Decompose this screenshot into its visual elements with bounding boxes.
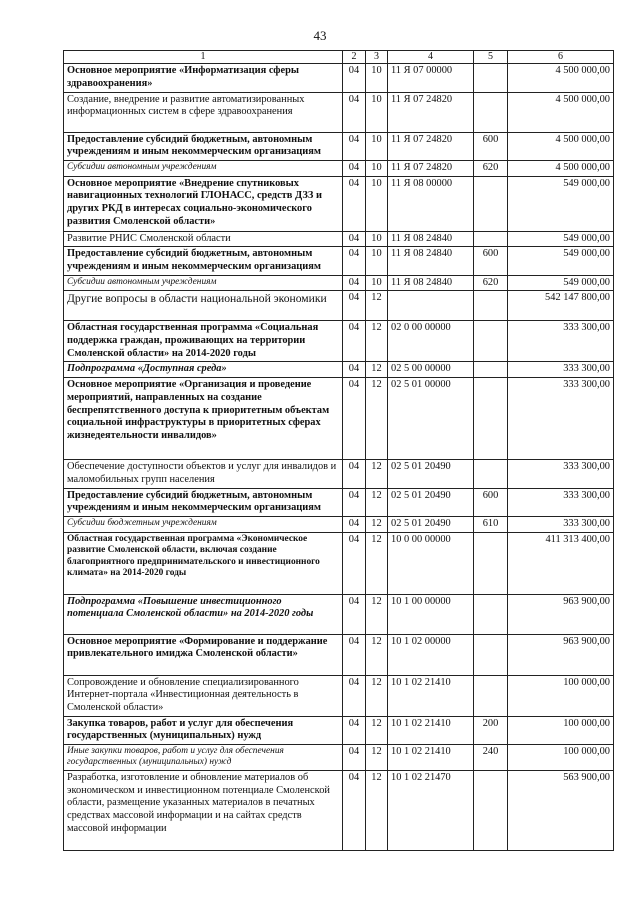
row-section-code: 04 [343,675,366,716]
row-subsection-code: 12 [366,716,388,744]
row-target-article-code: 11 Я 07 24820 [388,132,474,160]
page-number: 43 [313,28,327,43]
row-subsection-code: 10 [366,160,388,176]
row-description: Предоставление субсидий бюджетным, автономным учреждениям и иным некоммерческим организациям [64,132,343,160]
row-section-code: 04 [343,176,366,231]
row-amount: 4 500 000,00 [508,132,614,160]
budget-table [63,50,614,851]
row-target-article-code: 02 5 01 00000 [388,378,474,460]
row-subsection-code: 10 [366,92,388,132]
row-expense-type-code: 620 [474,275,508,291]
table-row [64,532,614,594]
table-row [64,132,614,160]
column-header-4: 4 [388,51,474,64]
row-subsection-code: 10 [366,247,388,275]
row-target-article-code: 11 Я 08 24840 [388,247,474,275]
table-row [64,92,614,132]
row-amount: 963 900,00 [508,634,614,675]
row-section-code: 04 [343,132,366,160]
row-expense-type-code [474,378,508,460]
row-target-article-code: 11 Я 07 24820 [388,92,474,132]
row-section-code: 04 [343,770,366,850]
row-description: Развитие РНИС Смоленской области [64,231,343,247]
row-section-code: 04 [343,634,366,675]
row-subsection-code: 12 [366,745,388,771]
table-row [64,291,614,321]
column-header-6: 6 [508,51,614,64]
column-header-3: 3 [366,51,388,64]
table-row [64,275,614,291]
row-expense-type-code: 620 [474,160,508,176]
row-expense-type-code [474,231,508,247]
row-amount: 549 000,00 [508,176,614,231]
row-expense-type-code [474,770,508,850]
row-target-article-code: 02 5 01 20490 [388,488,474,516]
budget-table-body [64,51,614,851]
row-section-code: 04 [343,321,366,362]
row-description: Областная государственная программа «Социальная поддержка граждан, проживающих на территории Смоленской области» на 2014-2020 годы [64,321,343,362]
row-target-article-code [388,291,474,321]
table-row [64,516,614,532]
table-row [64,594,614,634]
row-subsection-code: 12 [366,594,388,634]
row-expense-type-code [474,321,508,362]
row-expense-type-code [474,64,508,92]
row-description: Субсидии автономным учреждениям [64,275,343,291]
row-subsection-code: 12 [366,532,388,594]
row-expense-type-code: 240 [474,745,508,771]
row-description: Сопровождение и обновление специализированного Интернет-портала «Инвестиционная деятельность в Смоленской области» [64,675,343,716]
row-subsection-code: 10 [366,275,388,291]
row-expense-type-code: 200 [474,716,508,744]
row-description: Субсидии автономным учреждениям [64,160,343,176]
row-subsection-code: 10 [366,176,388,231]
table-header-row [64,51,614,64]
table-row [64,362,614,378]
row-target-article-code: 10 1 02 00000 [388,634,474,675]
row-section-code: 04 [343,594,366,634]
table-row [64,231,614,247]
row-description: Подпрограмма «Доступная среда» [64,362,343,378]
row-subsection-code: 12 [366,516,388,532]
row-section-code: 04 [343,532,366,594]
row-amount: 542 147 800,00 [508,291,614,321]
row-target-article-code: 10 1 00 00000 [388,594,474,634]
row-section-code: 04 [343,488,366,516]
row-section-code: 04 [343,516,366,532]
row-amount: 4 500 000,00 [508,160,614,176]
row-section-code: 04 [343,160,366,176]
column-header-2: 2 [343,51,366,64]
row-target-article-code: 02 5 01 20490 [388,516,474,532]
row-expense-type-code [474,634,508,675]
row-section-code: 04 [343,64,366,92]
row-amount: 549 000,00 [508,231,614,247]
row-description: Другие вопросы в области национальной экономики [64,291,343,321]
row-amount: 963 900,00 [508,594,614,634]
row-description: Иные закупки товаров, работ и услуг для обеспечения государственных (муниципальных) нужд [64,745,343,771]
row-description: Создание, внедрение и развитие автоматизированных информационных систем в сфере здравоохранения [64,92,343,132]
row-description: Разработка, изготовление и обновление материалов об экономическом и инвестиционном потенциале Смоленской области, размещение указанных материалов в печатных средствах массовой информации и на сайтах средств массовой информации [64,770,343,850]
table-row [64,176,614,231]
row-subsection-code: 12 [366,770,388,850]
row-amount: 333 300,00 [508,516,614,532]
row-subsection-code: 12 [366,488,388,516]
table-row [64,160,614,176]
row-section-code: 04 [343,460,366,488]
row-expense-type-code [474,291,508,321]
row-description: Закупка товаров, работ и услуг для обеспечения государственных (муниципальных) нужд [64,716,343,744]
column-header-1: 1 [64,51,343,64]
row-section-code: 04 [343,291,366,321]
table-row [64,770,614,850]
row-amount: 333 300,00 [508,460,614,488]
row-expense-type-code [474,176,508,231]
row-expense-type-code: 610 [474,516,508,532]
row-expense-type-code [474,92,508,132]
row-target-article-code: 10 1 02 21410 [388,675,474,716]
table-row [64,488,614,516]
row-amount: 411 313 400,00 [508,532,614,594]
table-row [64,64,614,92]
row-amount: 333 300,00 [508,321,614,362]
row-description: Обеспечение доступности объектов и услуг для инвалидов и маломобильных групп населения [64,460,343,488]
row-target-article-code: 10 0 00 00000 [388,532,474,594]
row-expense-type-code: 600 [474,132,508,160]
row-target-article-code: 11 Я 08 24840 [388,231,474,247]
row-amount: 333 300,00 [508,488,614,516]
row-target-article-code: 02 0 00 00000 [388,321,474,362]
row-description: Основное мероприятие «Информатизация сферы здравоохранения» [64,64,343,92]
row-amount: 333 300,00 [508,362,614,378]
table-row [64,675,614,716]
row-amount: 100 000,00 [508,675,614,716]
row-subsection-code: 10 [366,231,388,247]
row-amount: 549 000,00 [508,247,614,275]
row-section-code: 04 [343,231,366,247]
row-description: Основное мероприятие «Формирование и поддержание привлекательного имиджа Смоленской области» [64,634,343,675]
table-row [64,247,614,275]
row-subsection-code: 12 [366,378,388,460]
row-section-code: 04 [343,275,366,291]
row-subsection-code: 12 [366,321,388,362]
table-row [64,378,614,460]
row-expense-type-code [474,532,508,594]
row-target-article-code: 02 5 00 00000 [388,362,474,378]
column-header-5: 5 [474,51,508,64]
row-expense-type-code [474,362,508,378]
row-amount: 333 300,00 [508,378,614,460]
table-row [64,634,614,675]
row-section-code: 04 [343,247,366,275]
row-description: Областная государственная программа «Экономическое развитие Смоленской области, включая создание благоприятного предпринимательского и инвестиционного климата» на 2014-2020 годы [64,532,343,594]
row-target-article-code: 11 Я 08 00000 [388,176,474,231]
table-row [64,460,614,488]
row-subsection-code: 12 [366,460,388,488]
row-description: Подпрограмма «Повышение инвестиционного потенциала Смоленской области» на 2014-2020 годы [64,594,343,634]
row-subsection-code: 12 [366,675,388,716]
table-row [64,321,614,362]
row-target-article-code: 10 1 02 21410 [388,716,474,744]
row-amount: 549 000,00 [508,275,614,291]
table-row [64,745,614,771]
row-description: Предоставление субсидий бюджетным, автономным учреждениям и иным некоммерческим организациям [64,488,343,516]
row-section-code: 04 [343,716,366,744]
row-subsection-code: 12 [366,362,388,378]
table-row [64,716,614,744]
row-section-code: 04 [343,745,366,771]
row-expense-type-code: 600 [474,247,508,275]
row-description: Предоставление субсидий бюджетным, автономным учреждениям и иным некоммерческим организациям [64,247,343,275]
row-target-article-code: 10 1 02 21470 [388,770,474,850]
row-target-article-code: 10 1 02 21410 [388,745,474,771]
row-target-article-code: 11 Я 07 24820 [388,160,474,176]
row-expense-type-code [474,675,508,716]
row-amount: 4 500 000,00 [508,64,614,92]
row-expense-type-code [474,594,508,634]
row-subsection-code: 12 [366,291,388,321]
row-amount: 4 500 000,00 [508,92,614,132]
row-subsection-code: 10 [366,132,388,160]
row-target-article-code: 02 5 01 20490 [388,460,474,488]
row-description: Основное мероприятие «Внедрение спутниковых навигационных технологий ГЛОНАСС, средств ДЗЗ и других РКД в интересах социально-экономического развития Смоленской области» [64,176,343,231]
row-description: Субсидии бюджетным учреждениям [64,516,343,532]
row-target-article-code: 11 Я 07 00000 [388,64,474,92]
row-section-code: 04 [343,362,366,378]
row-section-code: 04 [343,92,366,132]
row-subsection-code: 12 [366,634,388,675]
row-section-code: 04 [343,378,366,460]
row-amount: 563 900,00 [508,770,614,850]
row-target-article-code: 11 Я 08 24840 [388,275,474,291]
row-amount: 100 000,00 [508,745,614,771]
row-amount: 100 000,00 [508,716,614,744]
row-expense-type-code: 600 [474,488,508,516]
row-description: Основное мероприятие «Организация и проведение мероприятий, направленных на создание беспрепятственного доступа к приоритетным объектам социальной инфраструктуры в приоритетных сферах жизнедеятельности инвалидов» [64,378,343,460]
row-subsection-code: 10 [366,64,388,92]
row-expense-type-code [474,460,508,488]
